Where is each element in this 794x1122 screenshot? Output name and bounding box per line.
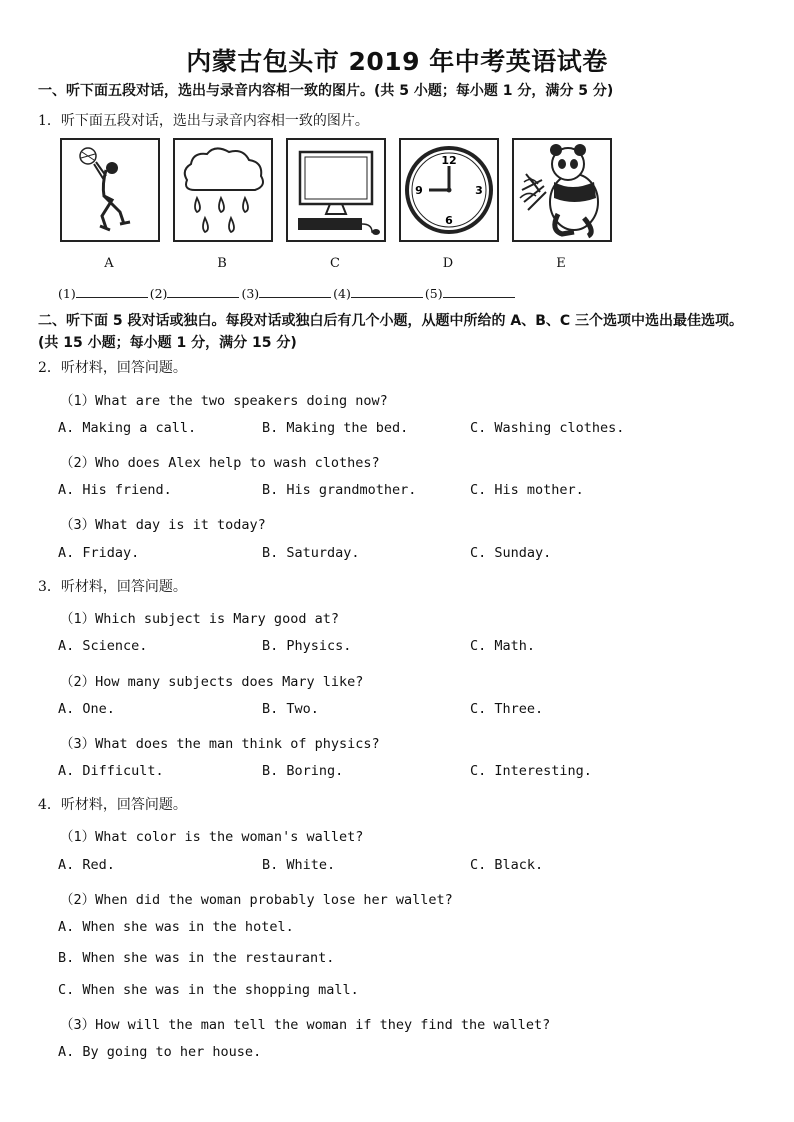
q3-2-option-b: B. Two. [262,701,319,717]
picture-a-label: A [104,256,114,271]
blank-label-3: (3) [241,286,260,301]
q4-2-question: （2）When did the woman probably lose her wallet? [60,892,453,908]
question-1-label: 1．听下面五段对话，选出与录音内容相一致的图片。 [38,113,369,129]
blank-label-1: (1) [58,286,76,301]
answer-blank-3[interactable] [259,285,331,298]
q3-3-option-b: B. Boring. [262,763,344,779]
q3-1-question: （1）Which subject is Mary good at? [60,611,339,627]
question-3-label: 3．听材料，回答问题。 [38,579,187,595]
q3-1-option-c: C. Math. [470,638,536,654]
q3-2-question: （2）How many subjects does Mary like? [60,674,364,690]
q4-1-option-c: C. Black. [470,857,544,873]
q2-2-question: （2）Who does Alex help to wash clothes? [60,455,380,471]
clock-number-9: 9 [415,184,423,197]
clock-number-12: 12 [441,154,457,167]
page-title: 内蒙古包头市 2019 年中考英语试卷 [186,47,608,76]
question-2-label: 2．听材料，回答问题。 [38,360,187,376]
q2-3-option-c: C. Sunday. [470,545,552,561]
q3-2-option-a: A. One. [58,701,115,717]
q2-2-option-c: C. His mother. [470,482,584,498]
q4-1-option-b: B. White. [262,857,336,873]
picture-c [286,138,384,271]
q2-1-option-a: A. Making a call. [58,420,197,436]
picture-e-label: E [556,256,566,271]
blank-label-5: (5) [424,286,443,301]
answer-blank-5[interactable] [443,285,515,298]
q3-1-option-b: B. Physics. [262,638,352,654]
answer-blank-1[interactable] [76,285,148,298]
picture-c-label: C [330,256,340,271]
answer-blank-4[interactable] [351,285,423,298]
q2-3-question: （3）What day is it today? [60,517,266,533]
q3-3-option-c: C. Interesting. [470,763,592,779]
picture-a [60,138,158,271]
q4-3-question: （3）How will the man tell the woman if they find the wallet? [60,1017,551,1033]
clock-number-3: 3 [475,184,483,197]
rain-cloud-icon [175,140,271,240]
picture-d [399,138,497,271]
basketball-player-icon [62,140,158,240]
q4-2-option-b: B. When she was in the restaurant. [58,950,335,966]
panda-icon [514,140,610,240]
picture-d-label: D [442,256,454,271]
q2-1-option-c: C. Washing clothes. [470,420,625,436]
q4-2-option-a: A. When she was in the hotel. [58,919,294,935]
q4-2-option-c: C. When she was in the shopping mall. [58,982,359,998]
q4-1-option-a: A. Red. [58,857,115,873]
clock-icon [401,140,497,240]
q2-1-question: （1）What are the two speakers doing now? [60,393,388,409]
computer-icon [288,140,384,240]
q4-3-option-a: A. By going to her house. [58,1044,262,1060]
clock-number-6: 6 [445,214,453,227]
answer-blank-2[interactable] [167,285,239,298]
q4-1-question: （1）What color is the woman's wallet? [60,829,364,845]
q2-1-option-b: B. Making the bed. [262,420,409,436]
question-4-label: 4．听材料，回答问题。 [38,797,187,813]
q3-3-option-a: A. Difficult. [58,763,164,779]
picture-b [173,138,271,271]
picture-e [512,138,610,271]
blank-label-2: (2) [149,286,168,301]
section1-heading: 一、听下面五段对话，选出与录音内容相一致的图片。(共 5 小题；每小题 1 分，满分 5 分) [38,83,614,99]
section2-heading: 二、听下面 5 段对话或独白。每段对话或独白后有几个小题，从题中所给的 A、B、C 三个选项中选出最佳选项。(共 15 小题；每小题 1 分，满分 15 分) [38,313,744,351]
q2-2-option-b: B. His grandmother. [262,482,417,498]
answer-blanks [58,285,517,301]
picture-options [60,138,620,278]
q2-3-option-a: A. Friday. [58,545,140,561]
q2-3-option-b: B. Saturday. [262,545,360,561]
q3-3-question: （3）What does the man think of physics? [60,736,380,752]
q3-2-option-c: C. Three. [470,701,544,717]
q3-1-option-a: A. Science. [58,638,148,654]
blank-label-4: (4) [333,286,351,301]
q2-2-option-a: A. His friend. [58,482,172,498]
picture-b-label: B [217,256,227,271]
